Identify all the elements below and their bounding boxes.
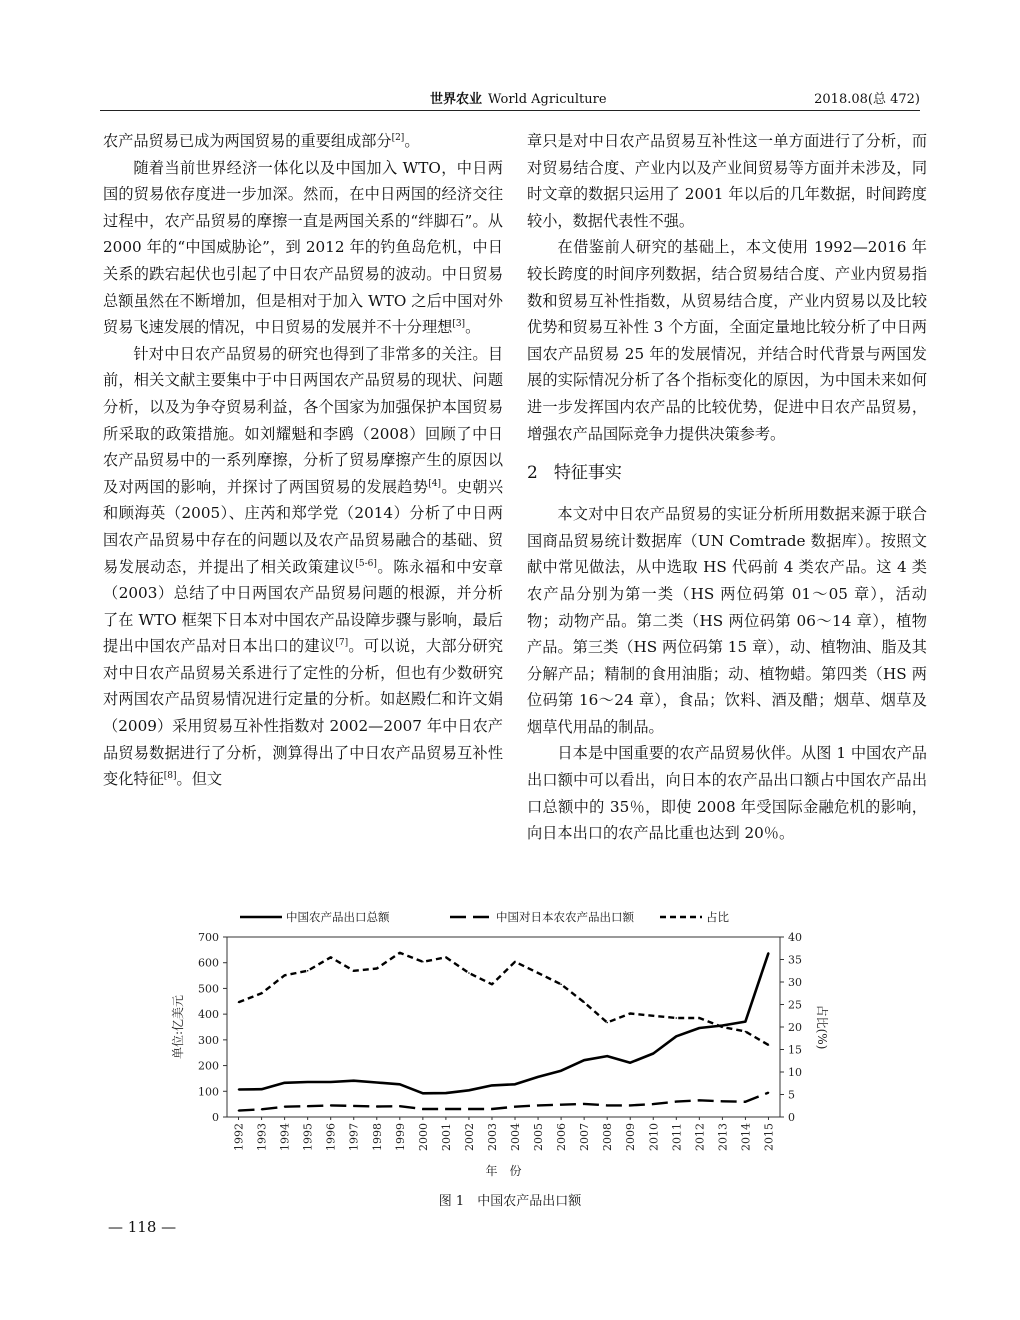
data-point <box>261 1088 263 1090</box>
data-point <box>330 956 332 958</box>
data-point <box>399 1105 401 1107</box>
legend-label: 中国农产品出口总额 <box>286 910 390 924</box>
data-point <box>468 1108 470 1110</box>
x-tick-label: 2001 <box>439 1123 453 1151</box>
chart-axes <box>171 931 830 1178</box>
data-point <box>652 1103 654 1105</box>
y2-tick-label: 0 <box>788 1111 795 1124</box>
journal-name-cn: 世界农业 <box>430 92 483 107</box>
data-point <box>284 1082 286 1084</box>
x-tick-label: 1997 <box>347 1123 361 1151</box>
citation: [5-6] <box>355 558 377 569</box>
paragraph: 章只是对中日农产品贸易互补性这一单方面进行了分析，而对贸易结合度、产业内以及产业间贸易等方面并未涉及，同时文章的数据只运用了 2001 年以后的几年数据，时间跨度较小，数据代表性不强。 <box>527 132 927 230</box>
x-tick-label: 2000 <box>416 1123 430 1151</box>
x-tick-label: 1994 <box>278 1123 292 1151</box>
data-point <box>238 1001 240 1003</box>
citation: [4] <box>428 478 442 489</box>
y-tick-label: 0 <box>212 1111 219 1124</box>
x-tick-label: 2015 <box>762 1123 776 1151</box>
data-point <box>491 1085 493 1087</box>
data-point <box>560 1104 562 1106</box>
data-point <box>629 1105 631 1107</box>
data-point <box>261 1108 263 1110</box>
y2-tick-label: 30 <box>788 976 802 989</box>
y-tick-label: 400 <box>198 1008 219 1022</box>
data-point <box>422 961 424 963</box>
data-point <box>699 1017 701 1019</box>
data-point <box>745 1031 747 1033</box>
y2-axis-title: 占比(%) <box>815 1004 829 1050</box>
chart-series <box>238 952 770 1111</box>
x-tick-label: 1992 <box>232 1123 246 1151</box>
data-point <box>284 974 286 976</box>
text: 。 <box>404 132 420 150</box>
x-tick-label: 2005 <box>532 1123 546 1151</box>
paragraph: 本文对中日农产品贸易的实证分析所用数据来源于联合国商品贸易统计数据库（UN Comtrade 数据库）。按照文献中常见做法，从中选取 HS 代码前 4 类农产品。这 4 类农产品分别为第一类（HS 两位码第 01～05 章），活动物；动物产品。第二类（HS 两位码第 06～14 章），植物产品。第三类（HS 两位码第 15 章），动、植物油、脂及其分解产品；精制的食用油脂；动、植物蜡。第四类（HS 两位码第 16～24 章），食品；饮料、酒及醋；烟草、烟草及烟草代用品的制品。 <box>527 505 927 736</box>
data-point <box>699 1099 701 1101</box>
data-point <box>468 972 470 974</box>
x-tick-label: 2012 <box>693 1123 707 1151</box>
x-tick-label: 2014 <box>739 1123 753 1151</box>
export-line-chart <box>150 905 850 1190</box>
data-point <box>330 1105 332 1107</box>
x-tick-label: 1995 <box>301 1123 315 1151</box>
data-point <box>399 1084 401 1086</box>
data-point <box>606 1022 608 1024</box>
y2-tick-label: 20 <box>788 1021 802 1034</box>
data-point <box>768 952 770 954</box>
data-point <box>606 1055 608 1057</box>
paragraph <box>103 128 503 155</box>
data-point <box>307 1105 309 1107</box>
data-point <box>353 970 355 972</box>
x-tick-label: 2002 <box>462 1123 476 1151</box>
data-point <box>376 1082 378 1084</box>
data-point <box>514 1084 516 1086</box>
section-number: 2 <box>527 463 538 484</box>
x-tick-label: 1993 <box>255 1123 269 1151</box>
data-point <box>514 1106 516 1108</box>
citation: [8] <box>163 771 177 782</box>
data-point <box>537 1105 539 1107</box>
x-tick-label: 2009 <box>624 1123 638 1151</box>
data-point <box>261 992 263 994</box>
data-point <box>284 1106 286 1108</box>
y2-tick-label: 5 <box>788 1088 795 1102</box>
data-point <box>699 1027 701 1029</box>
data-point <box>722 1026 724 1028</box>
y2-tick-label: 35 <box>788 953 802 967</box>
data-point <box>560 983 562 985</box>
data-point <box>583 1103 585 1105</box>
legend-label: 占比 <box>706 910 729 924</box>
data-point <box>353 1105 355 1107</box>
data-point <box>376 968 378 970</box>
x-tick-label: 2011 <box>670 1123 684 1151</box>
y-tick-label: 500 <box>198 982 219 996</box>
data-point <box>652 1015 654 1017</box>
data-point <box>652 1053 654 1055</box>
data-point <box>330 1081 332 1083</box>
y-tick-label: 600 <box>198 956 219 970</box>
data-point <box>238 1089 240 1091</box>
y-tick-label: 700 <box>198 931 219 944</box>
data-point <box>745 1101 747 1103</box>
data-point <box>537 1076 539 1078</box>
section-title: 特征事实 <box>553 463 622 484</box>
x-tick-label: 2004 <box>509 1123 523 1151</box>
y-tick-label: 300 <box>198 1033 219 1047</box>
data-point <box>676 1017 678 1019</box>
x-tick-label: 2003 <box>485 1123 499 1151</box>
section-heading <box>527 461 927 485</box>
y2-tick-label: 10 <box>788 1066 802 1079</box>
data-point <box>583 1059 585 1061</box>
series-line-1 <box>239 953 769 1093</box>
text: 。但文 <box>176 770 223 789</box>
data-point <box>676 1101 678 1103</box>
data-point <box>537 972 539 974</box>
data-point <box>629 1013 631 1015</box>
data-point <box>583 1001 585 1003</box>
right-column <box>527 128 927 847</box>
data-point <box>238 1110 240 1112</box>
data-point <box>422 1093 424 1095</box>
x-tick-label: 1999 <box>393 1123 407 1151</box>
journal-name <box>430 88 607 107</box>
data-point <box>491 1108 493 1110</box>
y2-tick-label: 25 <box>788 998 802 1012</box>
running-header <box>100 86 920 111</box>
figure-caption: 图 1 中国农产品出口额 <box>438 1194 582 1209</box>
text: 。 <box>465 318 481 337</box>
data-point <box>768 1092 770 1094</box>
x-tick-label: 1996 <box>324 1123 338 1151</box>
x-axis-title: 年 份 <box>485 1164 522 1178</box>
paragraph: 日本是中国重要的农产品贸易伙伴。从图 1 中国农产品出口额中可以看出，向日本的农产品出口额占中国农产品出口总额中的 35％，即使 2008 年受国际金融危机的影响，向日本出口的农产品比重也达到 20％。 <box>527 744 927 843</box>
x-tick-label: 1998 <box>370 1123 384 1151</box>
legend-label: 中国对日本农农产品出口额 <box>496 910 634 924</box>
text: 针对中日农产品贸易的研究也得到了非常多的关注。目前，相关文献主要集中于中日两国农产品贸易的现状、问题分析，以及为争夺贸易利益，各个国家为加强保护本国贸易所采取的政策措施。如刘耀魁和李鸥（2008）回顾了中日农产品贸易中的一系列摩擦，分析了贸易摩擦产生的原因以及对两国的影响，并探讨了两国贸易的发展趋势 <box>103 344 503 496</box>
page-number: — 118 — <box>108 1218 177 1236</box>
y2-tick-label: 40 <box>788 931 802 944</box>
y-axis-title: 单位:亿美元 <box>171 994 185 1060</box>
data-point <box>376 1106 378 1108</box>
data-point <box>514 961 516 963</box>
left-column <box>103 128 503 793</box>
data-point <box>768 1044 770 1046</box>
data-point <box>629 1062 631 1064</box>
y2-tick-label: 15 <box>788 1043 802 1057</box>
data-point <box>560 1070 562 1072</box>
y-tick-label: 100 <box>198 1085 219 1099</box>
data-point <box>491 983 493 985</box>
text: 。陈永福和中安章（2003）总结了中日两国农产品贸易问题的根源，并分析了在 WTO 框架下日本对中国农产品设障步骤与影响，最后提出中国农产品对日本出口的建议 <box>103 557 504 656</box>
data-point <box>445 1092 447 1094</box>
data-point <box>399 952 401 954</box>
data-point <box>606 1105 608 1107</box>
data-point <box>676 1035 678 1037</box>
plot-frame <box>227 937 780 1117</box>
journal-name-en: World Agriculture <box>488 92 607 107</box>
text: 农产品贸易已成为两国贸易的重要组成部分 <box>103 132 392 150</box>
x-tick-label: 2007 <box>578 1123 592 1151</box>
citation: [3] <box>452 319 466 330</box>
citation: [2] <box>391 132 405 143</box>
series-line-2 <box>239 1093 769 1111</box>
y-tick-label: 200 <box>198 1059 219 1073</box>
data-point <box>745 1021 747 1023</box>
data-point <box>468 1089 470 1091</box>
data-point <box>445 1108 447 1110</box>
chart-legend <box>240 910 729 924</box>
data-point <box>722 1101 724 1103</box>
paragraph: 在借鉴前人研究的基础上，本文使用 1992—2016 年较长跨度的时间序列数据，结合贸易结合度、产业内贸易指数和贸易互补性指数，从贸易结合度，产业内贸易以及比较优势和贸易互补性 3 个方面，全面定量地比较分析了中日两国农产品贸易 25 年的发展情况，并结合时代背景与两国发展的实际情况分析了各个指标变化的原因，为中国未来如何进一步发挥国内农产品的比较优势，促进中日农产品贸易，增强农产品国际竞争力提供决策参考。 <box>527 238 927 443</box>
x-tick-label: 2013 <box>716 1123 730 1151</box>
text: 。史朝兴和顾海英（2005）、庄芮和郑学党（2014）分析了中日两国农产品贸易中存在的问题以及农产品贸易融合的基础、贸易发展动态，并提出了相关政策建议 <box>103 477 504 576</box>
text: 。可以说，大部分研究对中日农产品贸易关系进行了定性的分析，但也有少数研究对两国农产品贸易情况进行定量的分析。如赵殿仁和许文娟（2009）采用贸易互补性指数对 2002—2007 年中日农产品贸易数据进行了分析，测算得出了中日农产品贸易互补性变化特征 <box>103 637 504 789</box>
citation: [7] <box>335 638 349 649</box>
data-point <box>422 1108 424 1110</box>
data-point <box>445 956 447 958</box>
paragraph <box>103 155 503 341</box>
x-tick-label: 2006 <box>555 1123 569 1151</box>
data-point <box>307 1081 309 1083</box>
x-tick-label: 2008 <box>601 1123 615 1151</box>
data-point <box>307 970 309 972</box>
text: 随着当前世界经济一体化以及中国加入 WTO，中日两国的贸易依存度进一步加深。然而，在中日两国的经济交往过程中，农产品贸易的摩擦一直是两国关系的“绊脚石”。从 2000 年的“中国威胁论”，到 2012 年的钓鱼岛危机，中日关系的跌宕起伏也引起了中日农产品贸易的波动。中日贸易总额虽然在不断增加，但是相对于加入 WTO 之后中国对外贸易飞速发展的情况，中日贸易的发展并不十分理想 <box>103 158 503 337</box>
data-point <box>353 1080 355 1082</box>
issue-number: 2018.08(总 472) <box>814 92 920 107</box>
paragraph <box>103 341 503 793</box>
x-tick-label: 2010 <box>647 1123 661 1151</box>
